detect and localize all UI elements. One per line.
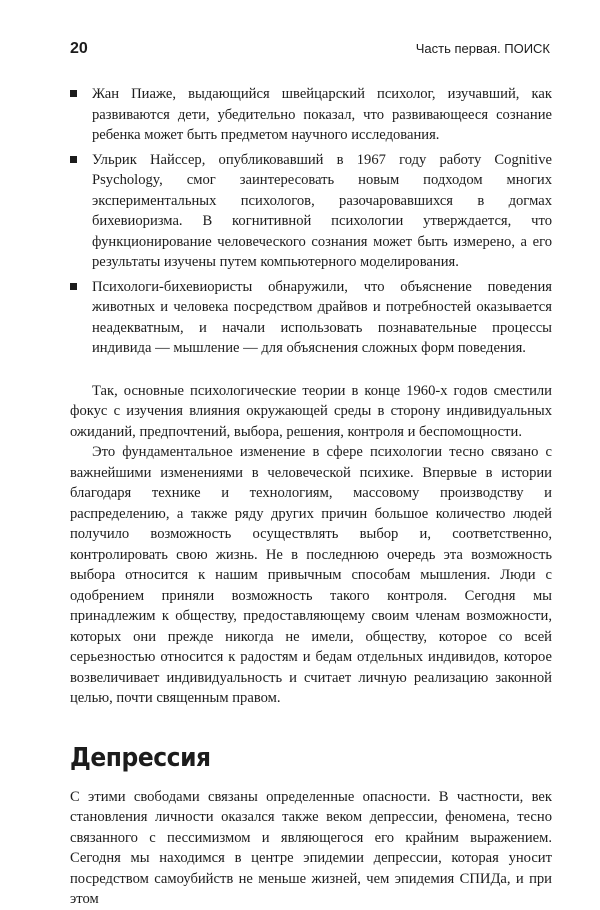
section-body (70, 787, 552, 910)
body-text (70, 381, 552, 709)
square-bullet-icon (70, 283, 77, 290)
page-content (70, 84, 552, 910)
bullet-text: Психологи-бихевиористы обнаружили, что объяснение поведения животных и человека посредством драйвов и потребностей оказывается неадекватным, и начали использовать познавательные процессы индивида — мышление — для объяснения сложных форм поведения. (92, 278, 552, 356)
paragraph: Так, основные психологические теории в конце 1960-х годов сместили фокус с изучения влияния окружающей среды в сторону индивидуальных ожиданий, предпочтений, выбора, решения, контроля и беспомощности. (70, 382, 552, 440)
paragraph: Это фундаментальное изменение в сфере психологии тесно связано с важнейшими изменениями в человеческой психике. Впервые в истории благодаря технике и технологиям, массовому производству и распределению, а также ряду других причин большое количество людей получило возможность осуществлять выбор и, соответственно, контролировать свою жизнь. Не в последнюю очередь эта возможность выбора относится к нашим привычным способам мышления. Люди с одобрением приняли возможность такого контроля. Сегодня мы принадлежим к обществу, предоставляющему своим членам возможности, которых они прежде никогда не имели, обществу, которое со всей серьезностью относится к радостям и бедам отдельных индивидов, которое возвеличивает индивидуальность и считает личную реализацию законной целью, почти священным правом. (70, 444, 552, 706)
square-bullet-icon (70, 90, 77, 97)
bullet-item (70, 277, 552, 359)
page-number: 20 (70, 40, 88, 57)
bullet-item (70, 150, 552, 273)
square-bullet-icon (70, 156, 77, 163)
bullet-list (70, 84, 552, 359)
section-heading: Депрессия (70, 742, 211, 773)
bullet-item (70, 84, 552, 146)
running-head: Часть первая. ПОИСК (415, 41, 550, 56)
bullet-text: Ульрик Найссер, опубликовавший в 1967 году работу Cognitive Psychology, смог заинтересовать новым подходом многих экспериментальных психологов, разочаровавшихся в догмах бихевиоризма. В когнитивной психологии утверждается, что функционирование человеческого сознания может быть измерено, а его результаты изучены путем компьютерного моделирования. (92, 151, 552, 270)
paragraph: С этими свободами связаны определенные опасности. В частности, век становления личности оказался также веком депрессии, феномена, тесно связанного с пессимизмом и являющегося его крайним выражением. Сегодня мы находимся в центре эпидемии депрессии, которая уносит посредством самоубийств не меньше жизней, чем эпидемия СПИДа, и при этом (70, 788, 552, 907)
bullet-text: Жан Пиаже, выдающийся швейцарский психолог, изучавший, как развиваются дети, убедительно показал, что развивающееся сознание ребенка может быть предметом научного исследования. (92, 86, 552, 143)
page-header (70, 40, 550, 58)
